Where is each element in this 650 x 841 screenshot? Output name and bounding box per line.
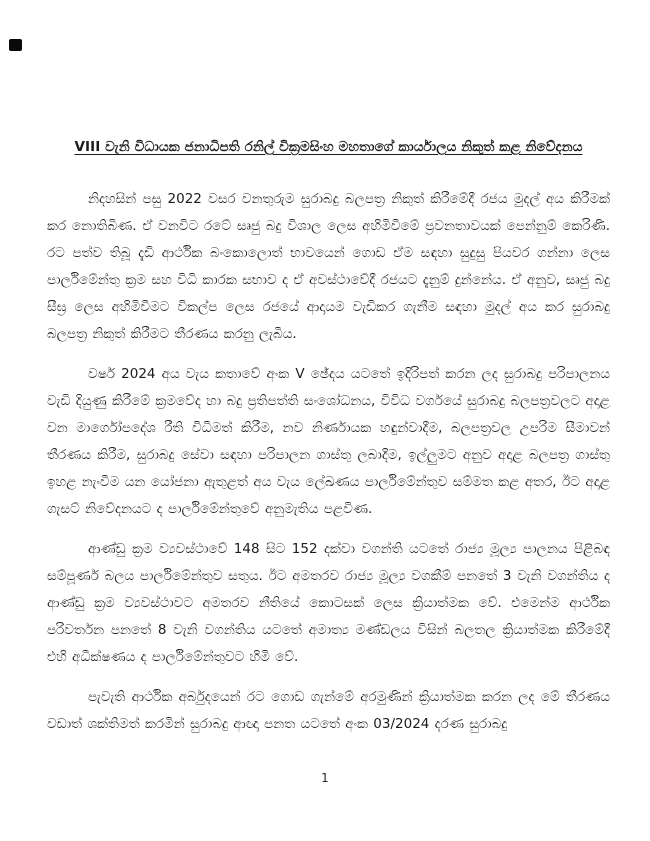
paragraph-1: නිදහසින් පසු 2022 වසර වනතුරුම සුරාබදු බලපත්‍ර නිකුත් කිරීමේදී රජය මුදල් අය කිරීමක් කර නොතිබිණ. ඒ වනවිට රටේ සෘජු බදු විශාල ලෙස අහිමිවීමේ ප්‍රවනතාවයක් පෙන්නුම් කෙරිණි. රට පත්ව තිබූ දැඩි ආර්ථික බංකොලොත් භාවයෙන් ගොඩ ඒම සඳහා සුදුසු පියවර ගන්නා ලෙස පාර්ලිමේන්තු ක්‍රම සහ විධි කාරක සභාව ද ඒ අවස්ථාවේදී රජයට දැනුම් දුන්නේය. ඒ අනුව, සෘජු බදු සීඝ්‍ර ලෙස අහිමිවීමට විකල්ප ලෙස රජයේ ආදායම වැඩිකර ගැනීම සඳහා මුදල් අය කර සුරාබදු බලපත්‍ර නිකුත් කිරීමට තීරණය කරනු ලැබීය. xyxy=(47,191,610,342)
paragraph-2: වර්ෂ 2024 අය වැය කතාවේ අංක V ඡේදය යටතේ ඉදිරිපත් කරන ලද සුරාබදු පරිපාලනය වැඩි දියුණු කිරීමේ ක්‍රමවේද හා බදු ප්‍රතිපත්ති සංශෝධනය, විවිධ වර්ගයේ සුරාබදු බලපත්‍රවලට අදාළ වන මාර්ගෝපදේශ රීති විධිමත් කිරීම, නව නිර්ණායක හඳුන්වාදීම, බලපත්‍රවල උපරිම සීමාවන් තීරණය කිරීම, සුරාබදු සේවා සඳහා පරිපාලන ගාස්තු ලබාදීම, ඉල්ලුමට අනුව අදාළ බලපත්‍ර ගාස්තු ඉහළ නැංවීම යන යෝජනා ඇතුළත් අය වැය ලේඛණය පාර්ලිමේන්තුව සම්මත කළ අතර, ඊට අදාළ ගැසට් නිවේදනයට ද පාර්ලිමේන්තුවේ අනුමැතිය පළවිණ. xyxy=(47,366,610,517)
paragraph-4: පැවැති ආර්ථික අර්බුදයෙන් රට ගොඩ ගැන්මේ අරමුණින් ක්‍රියාත්මක කරන ලද මේ තීරණය වඩාත් ශක්තිමත් කරමින් සුරාබදු ආඥා පනත යටතේ අංක 03/2024 දරණ සුරාබදු xyxy=(47,689,610,732)
document-title: VIII වැනි විධායක ජනාධිපති රනිල් වික්‍රමසිංහ මහතාගේ කාර්යාලය නිකුත් කළ නිවේදනය xyxy=(74,139,583,155)
scan-artifact-mark xyxy=(9,39,22,51)
page-number: 1 xyxy=(321,771,329,785)
document-body xyxy=(47,136,610,751)
paragraph-3: ආණ්ඩු ක්‍රම ව්‍යවස්ථාවේ 148 සිට 152 දක්වා වගන්ති යටතේ රාජ්‍ය මූල්‍ය පාලනය පිළිබඳ සම්පූර්ණ බලය පාර්ලිමේන්තුව සතුය. ඊට අමතරව රාජ්‍ය මූල්‍ය වගකීම් පනතේ 3 වැනි වගන්තිය ද ආණ්ඩු ක්‍රම ව්‍යවස්ථාවට අමතරව නීතියේ කොටසක් ලෙස ක්‍රියාත්මක වේ. එමෙන්ම ආර්ථික පරිවර්තන පනතේ 8 වැනි වගන්තිය යටතේ අමාත්‍ය මණ්ඩලය විසින් බලතල ක්‍රියාත්මක කිරීමේදී එහි අධීක්ෂණය ද පාර්ලිමේන්තුවට හිමි වේ. xyxy=(47,541,610,665)
